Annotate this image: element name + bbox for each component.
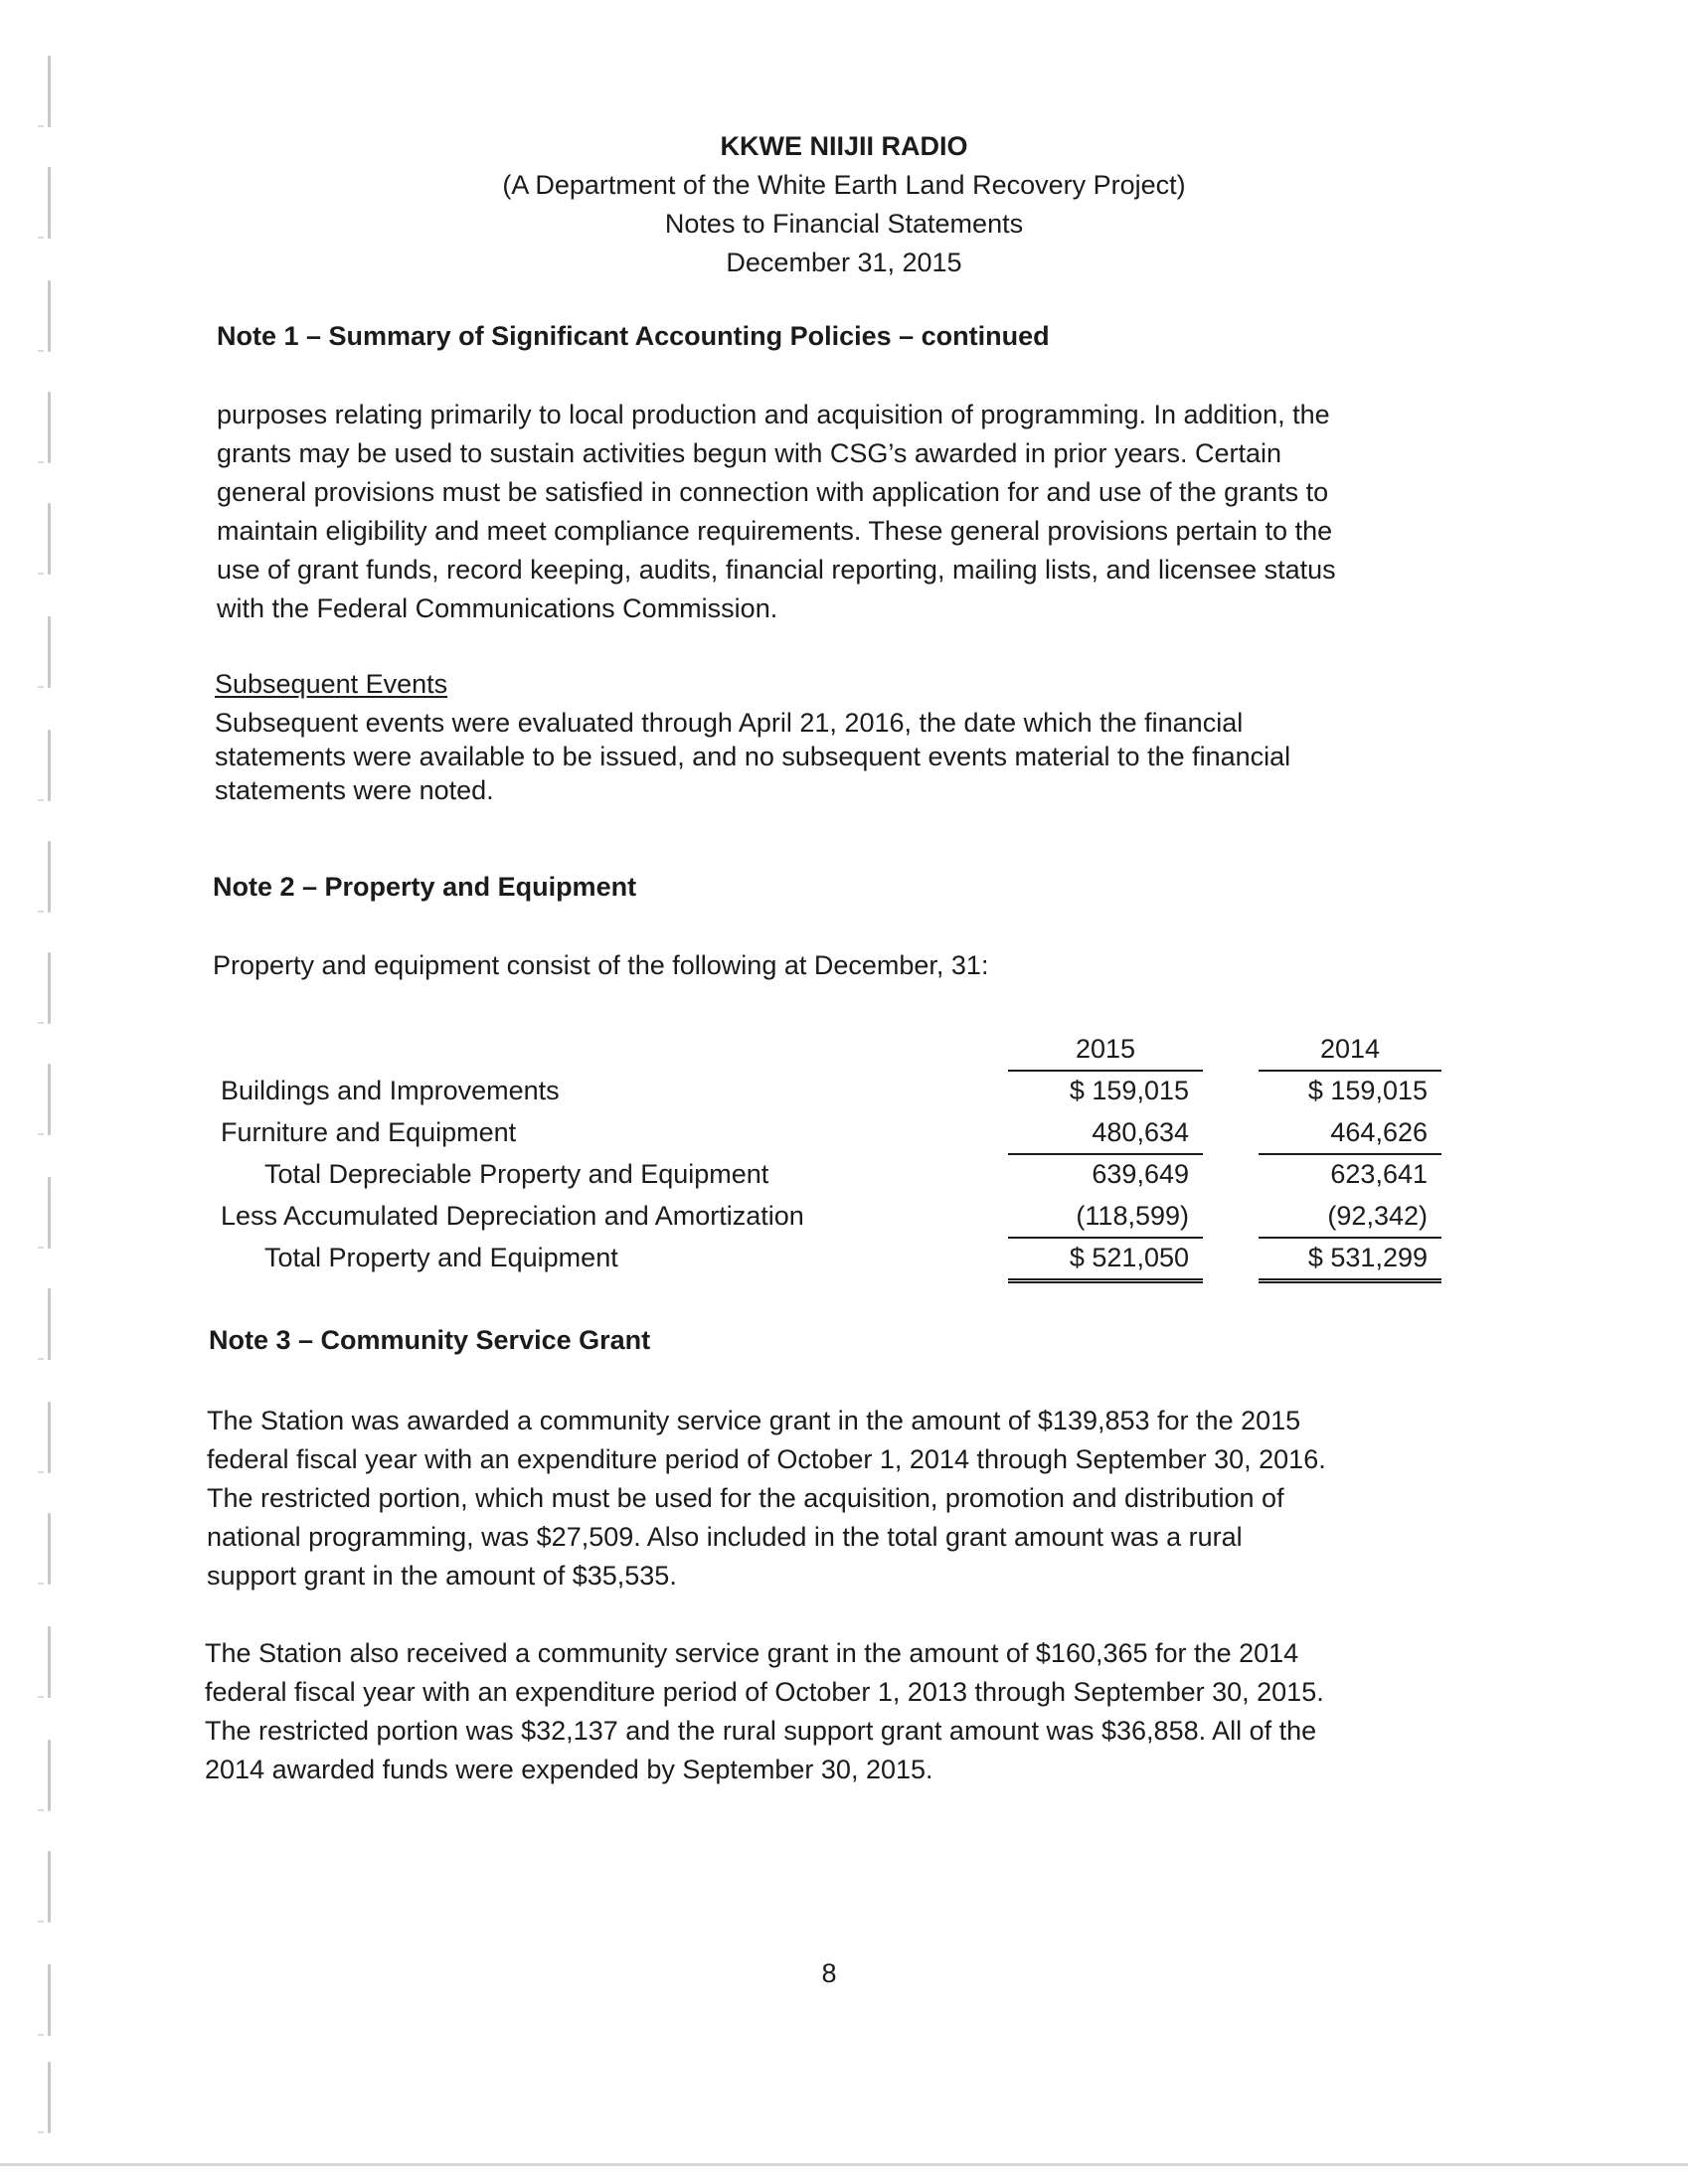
binding-mark [48, 1851, 51, 1923]
value-2014: (92,342) [1259, 1195, 1441, 1239]
binding-mark [48, 616, 51, 688]
paragraph-line: statements were noted. [215, 775, 494, 805]
note3-paragraph-1 [207, 1402, 1326, 1596]
binding-mark [48, 1288, 51, 1360]
value-2014: $ 159,015 [1307, 1076, 1428, 1105]
paragraph-line: support grant in the amount of $35,535. [207, 1561, 677, 1591]
paragraph-line: general provisions must be satisfied in connection with application for and use of the grants to [217, 477, 1329, 507]
paragraph-line: 2014 awarded funds were expended by September 30, 2015. [205, 1755, 933, 1784]
binding-holes [26, 50, 66, 2117]
paragraph-line: purposes relating primarily to local production and acquisition of programming. In addition, the [217, 400, 1330, 429]
table-row [221, 1153, 1443, 1195]
binding-mark [48, 392, 51, 463]
statement-date: December 31, 2015 [726, 248, 962, 277]
column-header-2014: 2014 [1259, 1028, 1441, 1072]
department-line: (A Department of the White Earth Land Recovery Project) [502, 170, 1186, 200]
binding-mark [48, 841, 51, 913]
property-equipment-table [221, 1028, 1443, 1278]
paragraph-line: The Station was awarded a community service grant in the amount of $139,853 for the 2015 [207, 1406, 1301, 1435]
table-row [221, 1111, 1443, 1153]
row-label: Total Property and Equipment [264, 1243, 618, 1272]
value-2015: $ 159,015 [1069, 1076, 1189, 1105]
document-title: Notes to Financial Statements [664, 209, 1024, 239]
paragraph-line: Subsequent events were evaluated through April 21, 2016, the date which the financial [215, 708, 1244, 738]
value-2014: 623,641 [1330, 1159, 1428, 1189]
binding-mark [48, 1177, 51, 1249]
note3-heading: Note 3 – Community Service Grant [209, 1325, 651, 1355]
note2-intro: Property and equipment consist of the following at December, 31: [213, 950, 989, 980]
column-header-2015: 2015 [1008, 1028, 1203, 1072]
note3-paragraph-2 [205, 1634, 1324, 1789]
paragraph-line: grants may be used to sustain activities begun with CSG’s awarded in prior years. Certain [217, 438, 1282, 468]
value-2015: $ 521,050 [1008, 1237, 1203, 1283]
paragraph-line: with the Federal Communications Commission. [217, 593, 778, 623]
row-label: Furniture and Equipment [221, 1117, 517, 1147]
row-label: Total Depreciable Property and Equipment [264, 1159, 769, 1189]
paragraph-line: national programming, was $27,509. Also included in the total grant amount was a rural [207, 1522, 1243, 1552]
paragraph-line: use of grant funds, record keeping, audits, financial reporting, mailing lists, and licensee status [217, 555, 1336, 585]
paragraph-line: federal fiscal year with an expenditure period of October 1, 2014 through September 30, 2016. [207, 1444, 1326, 1474]
value-2014: 464,626 [1259, 1111, 1441, 1155]
table-row [221, 1237, 1443, 1278]
page-header [0, 127, 1688, 282]
value-2014: $ 531,299 [1259, 1237, 1441, 1283]
value-2015: (118,599) [1008, 1195, 1203, 1239]
row-label: Buildings and Improvements [221, 1076, 560, 1105]
note1-heading: Note 1 – Summary of Significant Accounting Policies – continued [217, 321, 1050, 351]
binding-mark [48, 952, 51, 1024]
subsequent-events-paragraph [215, 706, 1290, 807]
binding-mark [48, 56, 51, 127]
scan-bottom-edge [0, 2163, 1688, 2166]
note2-heading: Note 2 – Property and Equipment [213, 872, 637, 902]
paragraph-line: federal fiscal year with an expenditure period of October 1, 2013 through September 30, 2015. [205, 1677, 1324, 1707]
binding-mark [48, 1513, 51, 1585]
paragraph-line: The restricted portion, which must be used for the acquisition, promotion and distribution of [207, 1483, 1284, 1513]
organization-name: KKWE NIIJII RADIO [720, 131, 968, 161]
value-2015: 480,634 [1008, 1111, 1203, 1155]
note1-paragraph [217, 396, 1336, 628]
page-number: 8 [821, 1958, 837, 1988]
paragraph-line: maintain eligibility and meet compliance requirements. These general provisions pertain to the [217, 516, 1333, 546]
paragraph-line: statements were available to be issued, and no subsequent events material to the financial [215, 742, 1291, 771]
binding-mark [48, 1064, 51, 1135]
table-row [221, 1070, 1443, 1111]
binding-mark [48, 1402, 51, 1473]
binding-mark [48, 730, 51, 801]
binding-mark [48, 2062, 51, 2133]
binding-mark [48, 1626, 51, 1698]
value-2015: 639,649 [1092, 1159, 1189, 1189]
subsequent-events-subheading: Subsequent Events [215, 669, 448, 699]
table-row [221, 1195, 1443, 1237]
row-label: Less Accumulated Depreciation and Amortization [221, 1201, 804, 1231]
paragraph-line: The Station also received a community service grant in the amount of $160,365 for the 2014 [205, 1638, 1299, 1668]
paragraph-line: The restricted portion was $32,137 and the rural support grant amount was $36,858. All of the [205, 1716, 1317, 1746]
binding-mark [48, 1740, 51, 1811]
binding-mark [48, 280, 51, 352]
binding-mark [48, 503, 51, 575]
table-header-row [221, 1028, 1443, 1070]
